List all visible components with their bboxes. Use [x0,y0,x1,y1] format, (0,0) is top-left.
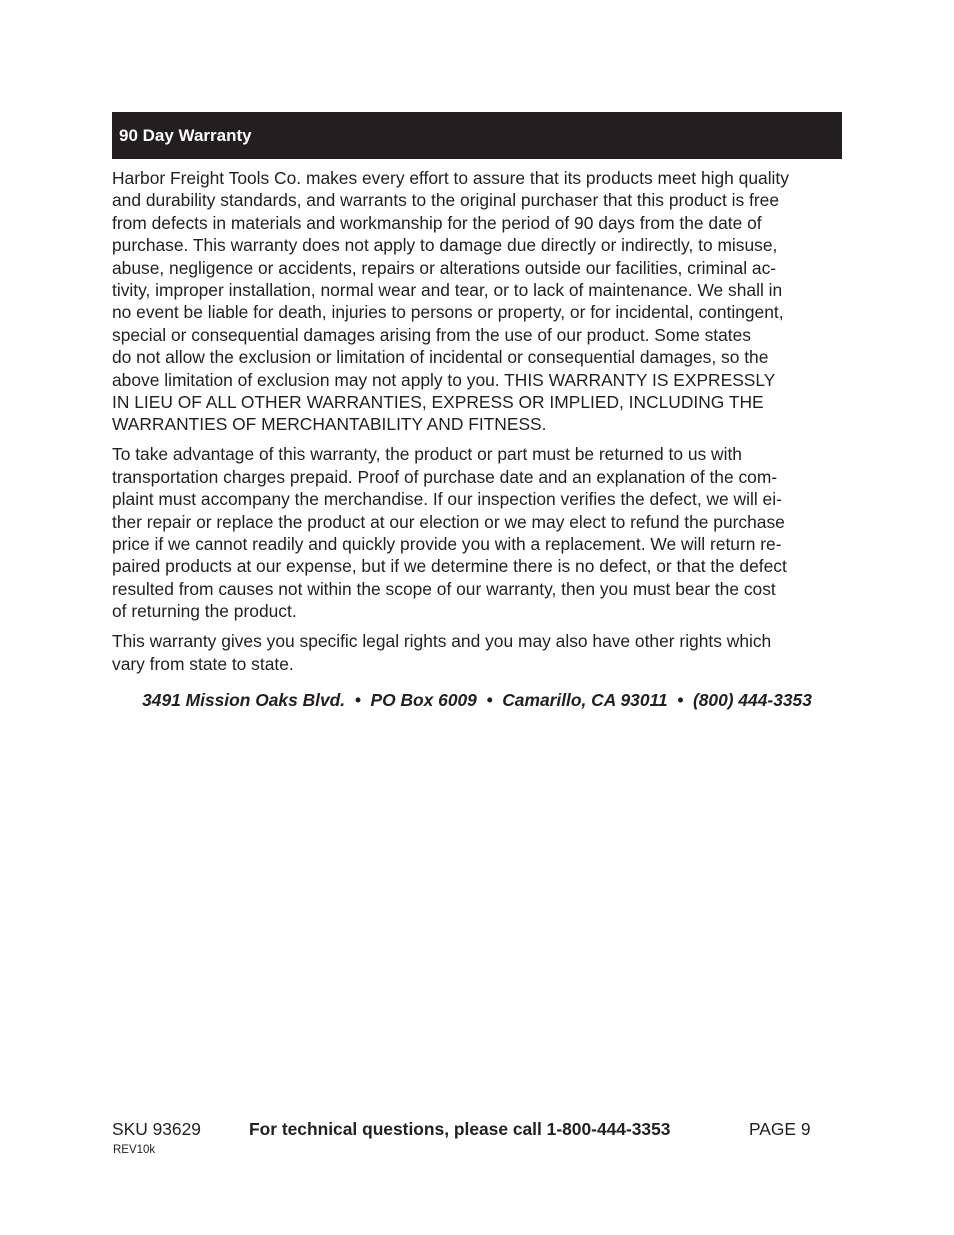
company-address: 3491 Mission Oaks Blvd. • PO Box 6009 • Camarillo, CA 93011 • (800) 444-3353 [142,690,812,710]
warranty-paragraph-3: This warranty gives you specific legal rights and you may also have other rights which vary from state to state. [112,631,772,674]
section-header-bar [112,112,842,159]
footer-revision: REV10k [113,1144,156,1156]
section-title: 90 Day Warranty [119,125,252,145]
warranty-paragraph-1: Harbor Freight Tools Co. makes every effort to assure that its products meet high quality and durability standards, and warrants to the original purchaser that this product is free from defects in materials and workmanship for the period of 90 days from the date of purchase. This warranty does not apply to damage due directly or indirectly, to misuse, abuse, negligence or accidents, repairs or alterations outside our facilities, criminal ac- tivity, improper installation, normal wear and tear, or to lack of maintenance. We shall in no event be liable for death, injuries to persons or property, or for incidental, contingent, special or consequential damages arising from the use of our product. Some states do not allow the exclusion or limitation of incidental or consequential damages, so the above limitation of exclusion may not apply to you. THIS WARRANTY IS EXPRESSLY IN LIEU OF ALL OTHER WARRANTIES, EXPRESS OR IMPLIED, INCLUDING THE WARRANTIES OF MERCHANTABILITY AND FITNESS. [112,168,789,435]
footer-tech-support: For technical questions, please call 1-800-444-3353 [249,1119,671,1139]
footer-sku: SKU 93629 [112,1119,201,1139]
footer-page-number: PAGE 9 [749,1119,811,1139]
warranty-body [112,167,842,682]
warranty-paragraph-2: To take advantage of this warranty, the product or part must be returned to us with transportation charges prepaid. Proof of purchase date and an explanation of the com- plaint must accompany the merchandise. If our inspection verifies the defect, we will ei- ther repair or replace the product at our election or we may elect to refund the purchase price if we cannot readily and quickly provide you with a replacement. We will return re- paired products at our expense, but if we determine there is no defect, or that the defect resulted from causes not within the scope of our warranty, then you must bear the cost of returning the product. [112,444,787,622]
